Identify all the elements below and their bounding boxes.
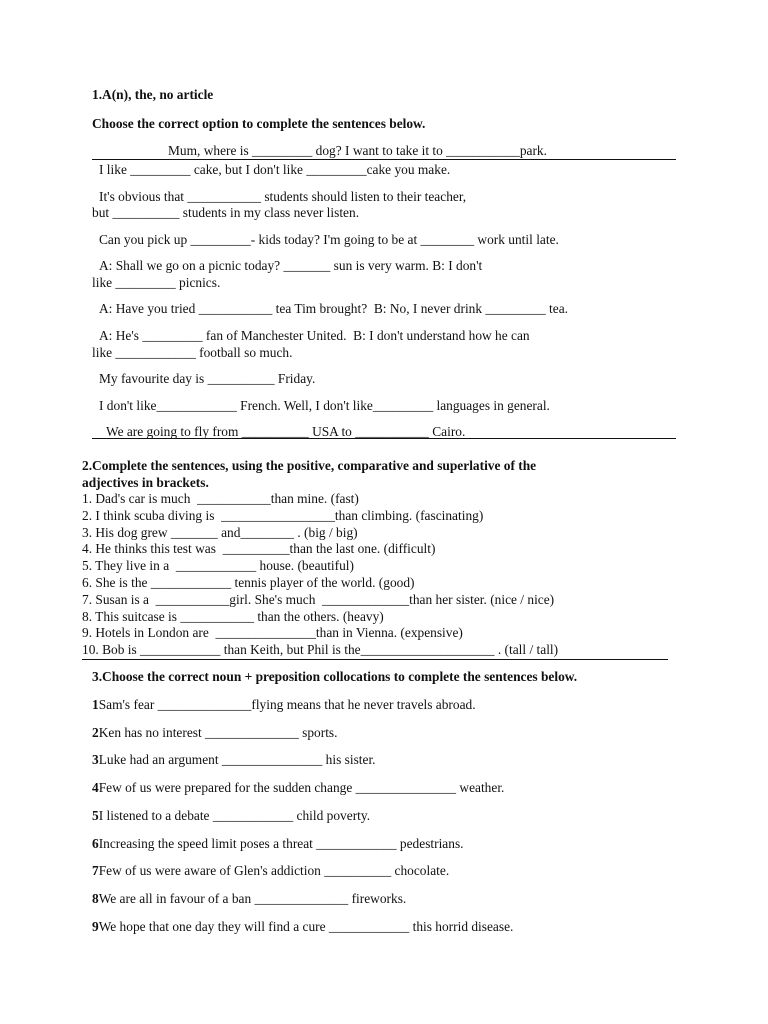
s3-item-text: Increasing the speed limit poses a threat ____________ pedestrians. (98, 836, 464, 851)
s3-item-1 (92, 697, 476, 713)
s2-item-3: 3. His dog grew _______ and________ . (big / big) (82, 525, 358, 540)
s1-line-13: We are going to fly from __________ USA to ___________ Cairo. (106, 424, 466, 439)
rule-section1-bottom (92, 438, 676, 439)
s3-item-number: 8 (92, 891, 99, 906)
s2-item-7: 7. Susan is a ___________girl. She's much _____________than her sister. (nice / nice) (82, 592, 555, 607)
s1-line-7: like _________ picnics. (92, 275, 221, 290)
s1-line-12: I don't like____________ French. Well, I don't like_________ languages in general. (99, 398, 550, 413)
s2-item-8: 8. This suitcase is ___________ than the others. (heavy) (82, 609, 384, 624)
s3-item-3 (92, 752, 376, 768)
section2-heading-2: adjectives in brackets. (82, 475, 209, 490)
s2-item-10: 10. Bob is ____________ than Keith, but Phil is the____________________ . (tall / tall) (82, 642, 559, 657)
s3-item-text: We are all in favour of a ban ______________ fireworks. (98, 891, 407, 906)
s3-item-number: 3 (92, 752, 99, 767)
s3-item-number: 9 (92, 919, 99, 934)
s1-line-11: My favourite day is __________ Friday. (99, 371, 316, 386)
s3-item-text: Few of us were aware of Glen's addiction __________ chocolate. (98, 863, 450, 878)
s3-item-7 (92, 863, 449, 879)
s3-item-2 (92, 725, 337, 741)
s3-item-text: Luke had an argument _______________ his sister. (98, 752, 376, 767)
s3-item-9 (92, 919, 513, 935)
s1-line-4: but __________ students in my class never listen. (92, 205, 360, 220)
s2-item-5: 5. They live in a ____________ house. (beautiful) (82, 558, 354, 573)
s3-item-5 (92, 808, 370, 824)
rule-top (92, 159, 676, 160)
s1-line-1: Mum, where is _________ dog? I want to take it to ___________park. (168, 143, 547, 158)
s3-item-number: 1 (92, 697, 99, 712)
s1-line-10: like ____________ football so much. (92, 345, 293, 360)
s2-item-2: 2. I think scuba diving is _________________than climbing. (fascinating) (82, 508, 484, 523)
s1-line-9: A: He's _________ fan of Manchester United. B: I don't understand how he can (99, 328, 530, 343)
s3-item-number: 6 (92, 836, 99, 851)
s1-line-6: A: Shall we go on a picnic today? _______ sun is very warm. B: I don't (99, 258, 483, 273)
s1-line-2: I like _________ cake, but I don't like _________cake you make. (99, 162, 451, 177)
s2-item-1: 1. Dad's car is much ___________than mine. (fast) (82, 491, 359, 506)
s2-item-9: 9. Hotels in London are _______________than in Vienna. (expensive) (82, 625, 463, 640)
s3-item-6 (92, 836, 464, 852)
s3-item-text: Few of us were prepared for the sudden change _______________ weather. (98, 780, 505, 795)
s3-item-text: Sam's fear ______________flying means that he never travels abroad. (98, 697, 476, 712)
s3-item-number: 4 (92, 780, 99, 795)
s3-item-text: We hope that one day they will find a cure ____________ this horrid disease. (98, 919, 514, 934)
s2-item-4: 4. He thinks this test was __________than the last one. (difficult) (82, 541, 436, 556)
s3-item-number: 7 (92, 863, 99, 878)
s2-item-6: 6. She is the ____________ tennis player of the world. (good) (82, 575, 415, 590)
s1-line-5: Can you pick up _________- kids today? I'm going to be at ________ work until late. (99, 232, 559, 247)
s3-item-4 (92, 780, 504, 796)
s3-item-8 (92, 891, 406, 907)
section3-heading: 3.Choose the correct noun + preposition collocations to complete the sentences below. (92, 669, 578, 684)
section2-heading-1: 2.Complete the sentences, using the positive, comparative and superlative of the (82, 458, 537, 473)
s1-line-8: A: Have you tried ___________ tea Tim brought? B: No, I never drink _________ tea. (99, 301, 568, 316)
section1-heading: 1.A(n), the, no article (92, 87, 214, 102)
s3-item-text: Ken has no interest ______________ sports. (98, 725, 338, 740)
s3-item-text: I listened to a debate ____________ child poverty. (98, 808, 371, 823)
s3-item-number: 5 (92, 808, 99, 823)
s1-line-3: It's obvious that ___________ students should listen to their teacher, (99, 189, 467, 204)
rule-section2-bottom (82, 659, 668, 660)
section1-instruction: Choose the correct option to complete the sentences below. (92, 116, 426, 131)
s3-item-number: 2 (92, 725, 99, 740)
